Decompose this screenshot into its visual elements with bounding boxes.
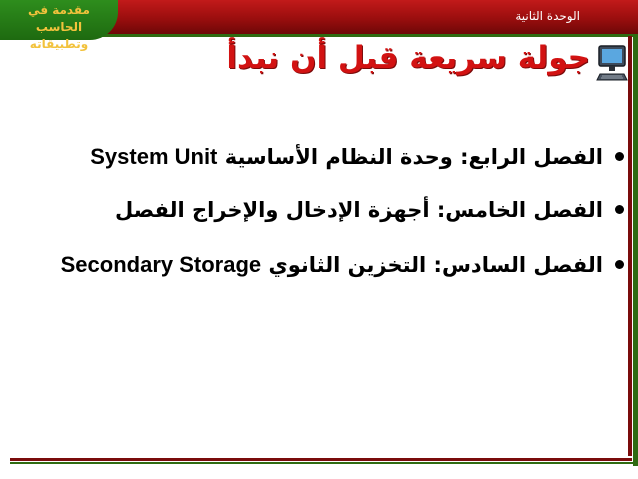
computer-icon: [596, 42, 628, 82]
bullet-dot: [615, 152, 624, 161]
slide-title: جولة سريعة قبل أن نبدأ: [226, 40, 590, 76]
bullet-item-1: [90, 144, 624, 174]
bullet-text: الفصل السادس: التخزين الثانوي: [268, 253, 603, 277]
bottom-rule-green: [10, 462, 638, 464]
logo-line-2: وتطبيقاته: [29, 37, 89, 51]
bullet-english-term: System Unit: [90, 144, 218, 169]
bullet-dot: [615, 260, 624, 269]
bullet-dot: [615, 205, 624, 214]
side-rail-green: [633, 36, 638, 466]
course-logo: [0, 0, 118, 51]
bullet-english-term: Secondary Storage: [60, 252, 262, 277]
bullet-item-2: [115, 198, 624, 228]
bottom-rule: [10, 458, 632, 461]
side-rail: [628, 36, 632, 456]
logo-line-1: مقدمة في الحاسب: [28, 3, 90, 34]
bullet-item-3: [61, 252, 624, 282]
bullet-text: الفصل الخامس: أجهزة الإدخال والإخراج الفصل: [115, 198, 603, 222]
top-banner: [0, 0, 638, 51]
unit-label: الوحدة الثانية: [515, 9, 580, 23]
bullet-text: الفصل الرابع: وحدة النظام الأساسية: [224, 145, 603, 169]
